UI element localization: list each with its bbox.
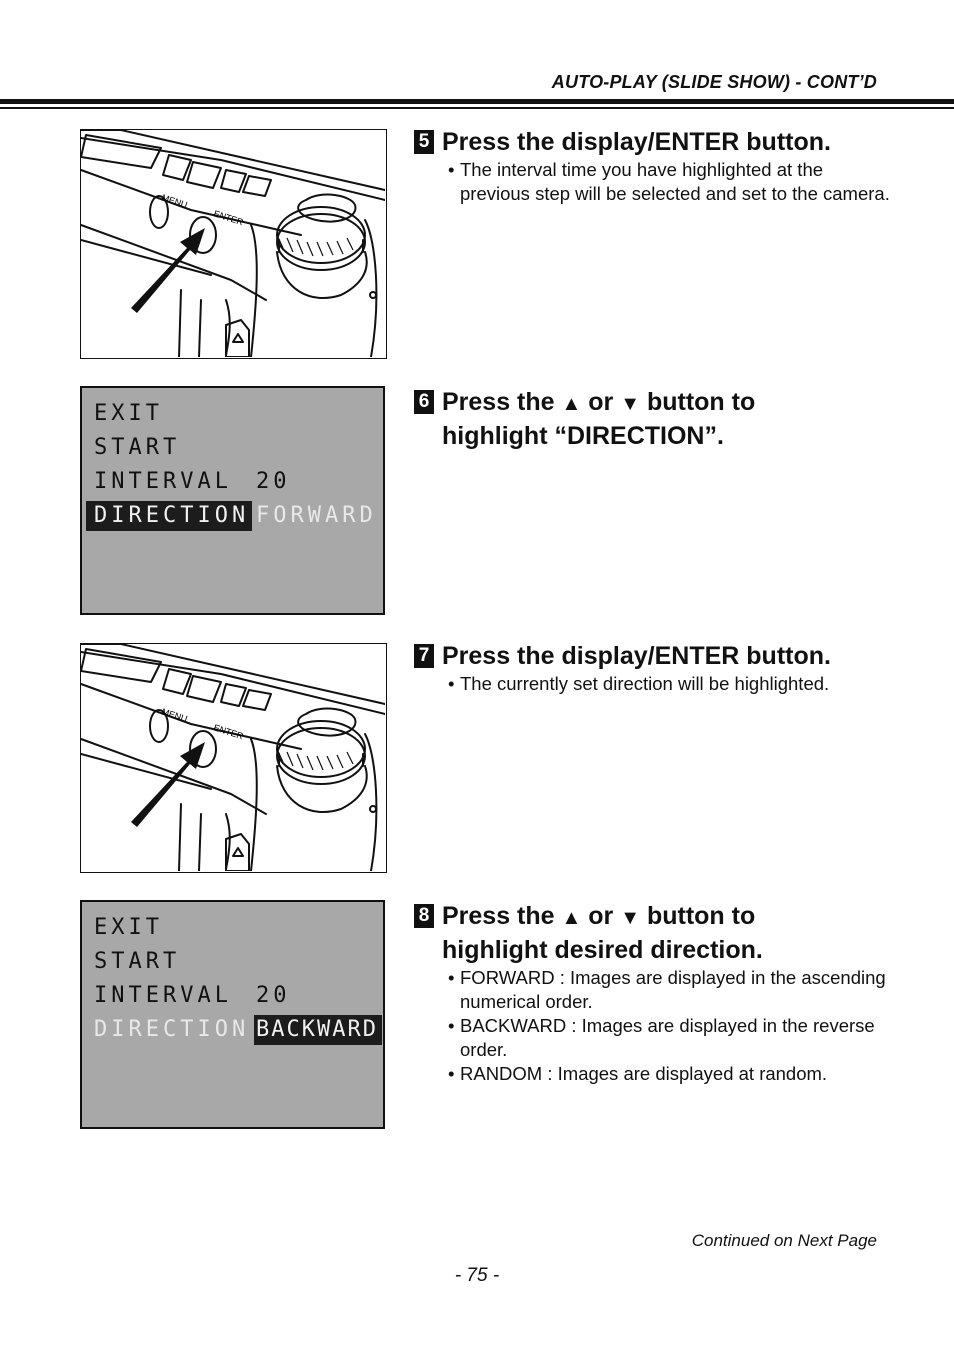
step-8-bullets bbox=[414, 966, 894, 1086]
step-7 bbox=[414, 640, 894, 696]
lcd-item-label: EXIT bbox=[94, 401, 163, 426]
bullet-item: • The currently set direction will be highlighted. bbox=[444, 672, 894, 696]
step-number-badge: 8 bbox=[414, 904, 434, 928]
lcd-item-label: START bbox=[94, 435, 181, 460]
page-number: - 75 - bbox=[454, 1265, 500, 1286]
camera-illustration bbox=[80, 643, 387, 873]
lcd-item-label: INTERVAL bbox=[94, 469, 232, 494]
bullet-item: • RANDOM : Images are displayed at random. bbox=[444, 1062, 894, 1086]
bullet-item: • The interval time you have highlighted at the previous step will be selected and set to the camera. bbox=[444, 158, 894, 206]
lcd-item-label: START bbox=[94, 949, 181, 974]
bullet-item: • FORWARD : Images are displayed in the ascending numerical order. bbox=[444, 966, 894, 1014]
camera-drawing bbox=[81, 130, 385, 357]
menu-label: MENU bbox=[160, 192, 189, 211]
step-8 bbox=[414, 900, 894, 1086]
step-6-heading bbox=[414, 386, 894, 452]
enter-label: ENTER bbox=[212, 722, 245, 742]
heading-or: or bbox=[588, 388, 614, 416]
menu-label: MENU bbox=[160, 706, 189, 725]
lcd-menu-direction bbox=[80, 386, 385, 615]
step-number-badge: 5 bbox=[414, 130, 434, 154]
lcd-item-value: BACKWARD bbox=[256, 1017, 378, 1042]
heading-part: Press the bbox=[442, 388, 555, 416]
lcd-row-direction bbox=[82, 1015, 383, 1045]
down-arrow-icon: ▼ bbox=[620, 393, 641, 415]
lcd-menu-direction-backward bbox=[80, 900, 385, 1129]
lcd-item-value: FORWARD bbox=[256, 503, 377, 528]
lcd-item-label: DIRECTION bbox=[94, 1017, 250, 1042]
heading-line2: highlight desired direction. bbox=[442, 936, 763, 964]
heading-line2: highlight “DIRECTION”. bbox=[442, 422, 724, 450]
lcd-item-label: INTERVAL bbox=[94, 983, 232, 1008]
page-header-title: AUTO-PLAY (SLIDE SHOW) - CONT’D bbox=[551, 72, 877, 92]
header-rule-thin bbox=[0, 107, 954, 109]
heading-part: Press the bbox=[442, 902, 555, 930]
step-6 bbox=[414, 386, 894, 452]
up-arrow-icon: ▲ bbox=[561, 907, 582, 929]
step-5 bbox=[414, 126, 894, 206]
lcd-row-direction bbox=[82, 501, 383, 531]
step-number-badge: 6 bbox=[414, 390, 434, 414]
step-number-badge: 7 bbox=[414, 644, 434, 668]
heading-part: button to bbox=[646, 388, 756, 416]
up-arrow-icon: ▲ bbox=[561, 393, 582, 415]
step-8-heading bbox=[414, 900, 894, 966]
enter-label: ENTER bbox=[212, 208, 245, 228]
heading-part: button to bbox=[646, 902, 756, 930]
camera-drawing bbox=[81, 644, 385, 871]
down-arrow-icon: ▼ bbox=[620, 907, 641, 929]
heading-or: or bbox=[588, 902, 614, 930]
header-rule bbox=[0, 99, 954, 104]
bullet-item: • BACKWARD : Images are displayed in the reverse order. bbox=[444, 1014, 894, 1062]
lcd-item-value: 20 bbox=[256, 983, 291, 1008]
lcd-item-label: EXIT bbox=[94, 915, 163, 940]
step-5-bullets bbox=[414, 158, 894, 206]
continued-note: Continued on Next Page bbox=[691, 1231, 877, 1250]
step-7-bullets bbox=[414, 672, 894, 696]
lcd-item-label: DIRECTION bbox=[94, 503, 250, 528]
step-5-heading-text: Press the display/ENTER button. bbox=[442, 128, 831, 156]
step-5-heading bbox=[414, 126, 894, 158]
camera-illustration bbox=[80, 129, 387, 359]
lcd-item-value: 20 bbox=[256, 469, 291, 494]
step-7-heading bbox=[414, 640, 894, 672]
step-7-heading-text: Press the display/ENTER button. bbox=[442, 642, 831, 670]
